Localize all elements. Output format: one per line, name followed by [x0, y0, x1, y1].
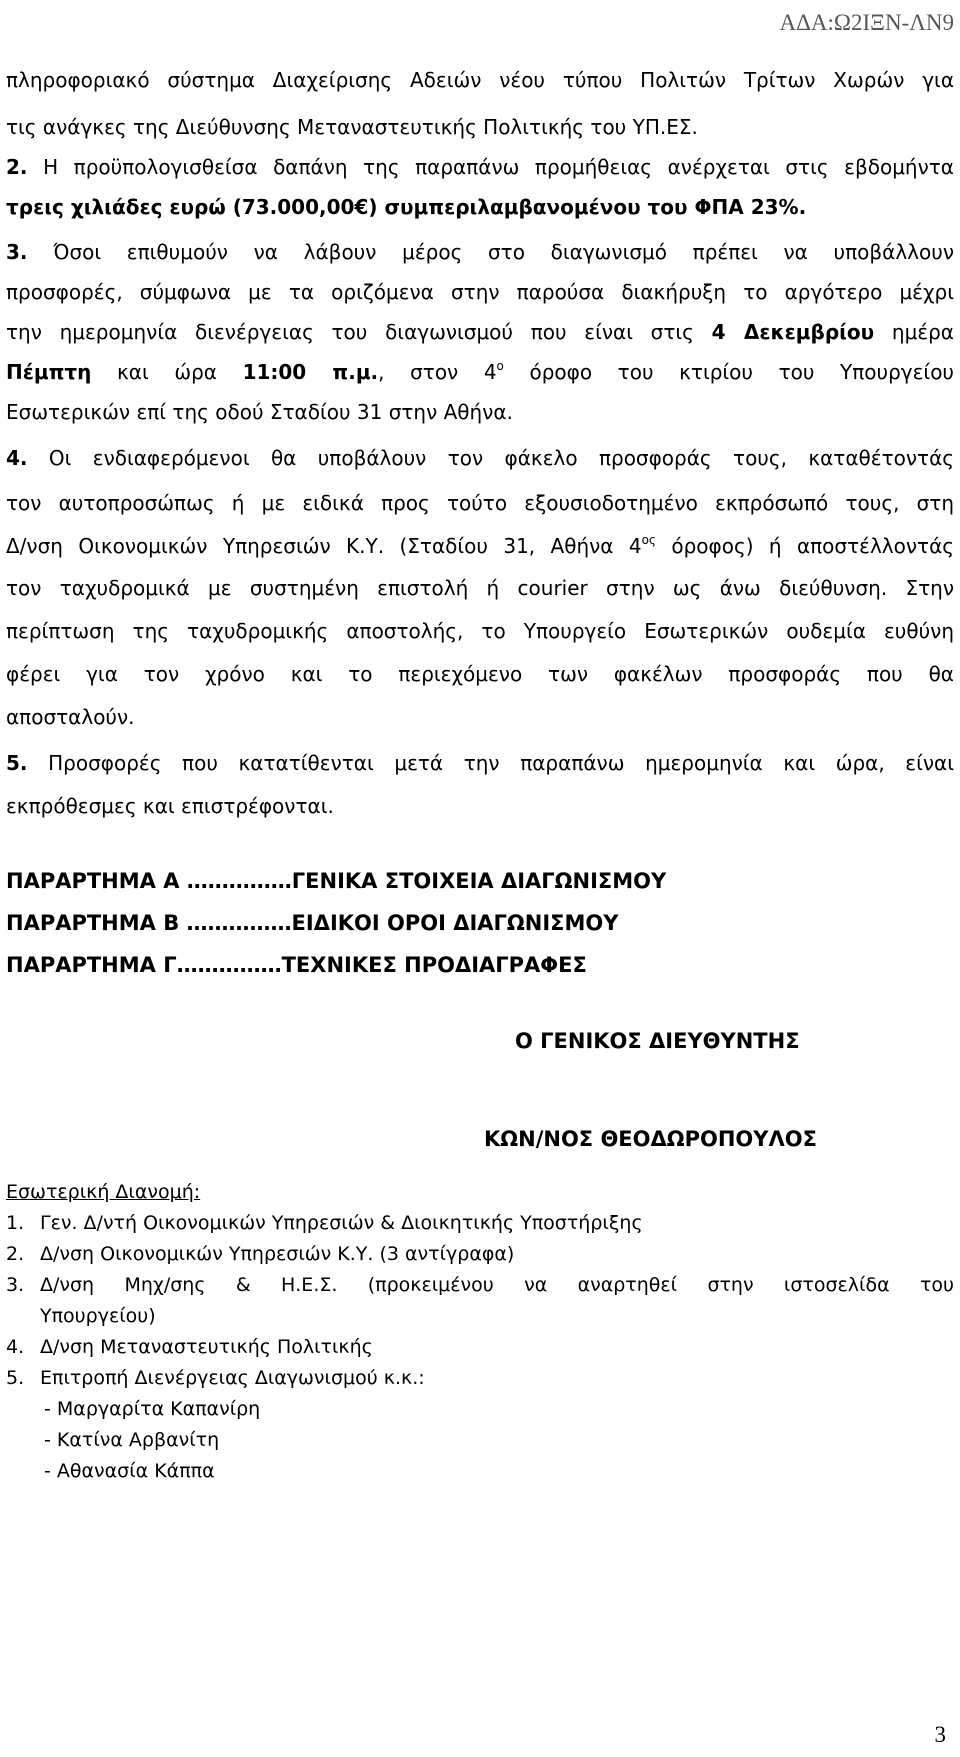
body-line: Εσωτερικών επί της οδού Σταδίου 31 στην Αθήνα.: [6, 400, 513, 424]
body-line-bold: τρεις χιλιάδες ευρώ (73.000,00€) συμπεριλαμβανομένου του ΦΠΑ 23%.: [6, 195, 807, 219]
item-number: 2.: [6, 155, 28, 179]
page-number: 3: [934, 1722, 946, 1747]
body-line: Δ/νση Οικονομικών Υπηρεσιών Κ.Υ. (Σταδίου 31, Αθήνα $4^{o\varsigma}$ όροφος) ή αποστέλλοντάς: [6, 533, 954, 558]
distribution-item: 1. Γεν. Δ/ντή Οικονομικών Υπηρεσιών & Διοικητικής Υποστήριξης: [6, 1212, 643, 1234]
distribution-item-cont: Υπουργείου): [40, 1305, 156, 1327]
distribution-heading: Εσωτερική Διανομή:: [6, 1181, 201, 1203]
distribution-item: 4. Δ/νση Μεταναστευτικής Πολιτικής: [6, 1336, 373, 1358]
committee-member: - Αθανασία Κάππα: [44, 1460, 215, 1482]
body-line: 3. Όσοι επιθυμούν να λάβουν μέρος στο διαγωνισμό πρέπει να υποβάλλουν: [6, 240, 954, 264]
body-line: πληροφοριακό σύστημα Διαχείρισης Αδειών νέου τύπου Πολιτών Τρίτων Χωρών για: [6, 68, 954, 92]
body-line: 5. Προσφορές που κατατίθενται μετά την παραπάνω ημερομηνία και ώρα, είναι: [6, 751, 954, 775]
body-line: 2. Η προϋπολογισθείσα δαπάνη της παραπάνω προμήθειας ανέρχεται στις εβδομήντα: [6, 155, 954, 179]
committee-member: - Κατίνα Αρβανίτη: [44, 1429, 220, 1451]
annex-c: ΠΑΡΑΡΤΗΜΑ Γ……………TΕΧΝΙΚΕΣ ΠΡΟΔΙΑΓΡΑΦΕΣ: [6, 953, 587, 977]
body-line: 4. Οι ενδιαφερόμενοι θα υποβάλουν τον φάκελο προσφοράς τους, καταθέτοντάς: [6, 446, 954, 470]
distribution-item: 5. Επιτροπή Διενέργειας Διαγωνισμού κ.κ.:: [6, 1367, 425, 1389]
body-line: την ημερομηνία διενέργειας του διαγωνισμού που είναι στις 4 Δεκεμβρίου ημέρα: [6, 320, 954, 344]
body-line: αποσταλούν.: [6, 705, 135, 729]
signature-title: Ο ΓΕΝΙΚΟΣ ΔΙΕΥΘΥΝΤΗΣ: [515, 1029, 800, 1053]
distribution-item: Δ/νση Μηχ/σης & Η.Ε.Σ. (προκειμένου να αναρτηθεί στην ιστοσελίδα του: [40, 1274, 954, 1296]
signature-name: ΚΩΝ/ΝΟΣ ΘΕΟΔΩΡΟΠΟΥΛΟΣ: [484, 1127, 817, 1151]
body-line: τον ταχυδρομικά με συστημένη επιστολή ή courier στην ως άνω διεύθυνση. Στην: [6, 576, 954, 600]
body-line: εκπρόθεσμες και επιστρέφονται.: [6, 794, 334, 818]
body-line: Πέμπτη και ώρα 11:00 π.μ., στον $4^o$ όροφο του κτιρίου του Υπουργείου: [6, 359, 954, 384]
distribution-item-number: 3.: [6, 1274, 25, 1296]
ada-code: ΑΔΑ:Ω2ΙΞΝ-ΛΝ9: [779, 10, 954, 35]
annex-b: ΠΑΡΑΡΤΗΜΑ Β ……………ΕΙΔΙΚΟΙ ΟΡΟΙ ΔΙΑΓΩΝΙΣΜΟΥ: [6, 911, 619, 935]
annex-a: ΠΑΡΑΡΤΗΜΑ Α ……………ΓΕΝΙΚΑ ΣΤΟΙΧΕΙΑ ΔΙΑΓΩΝΙΣΜΟΥ: [6, 869, 667, 893]
body-line: τις ανάγκες της Διεύθυνσης Μεταναστευτικής Πολιτικής του ΥΠ.ΕΣ.: [6, 115, 698, 139]
body-line: φέρει για τον χρόνο και το περιεχόμενο των φακέλων προσφοράς που θα: [6, 662, 954, 686]
distribution-item: 2. Δ/νση Οικονομικών Υπηρεσιών Κ.Υ. (3 αντίγραφα): [6, 1243, 515, 1265]
body-line: τον αυτοπροσώπως ή με ειδικά προς τούτο εξουσιοδοτημένο εκπρόσωπό τους, στη: [6, 491, 954, 515]
body-line: προσφορές, σύμφωνα με τα οριζόμενα στην παρούσα διακήρυξη το αργότερο μέχρι: [6, 280, 954, 304]
body-line: περίπτωση της ταχυδρομικής αποστολής, το Υπουργείο Εσωτερικών ουδεμία ευθύνη: [6, 619, 954, 643]
committee-member: - Μαργαρίτα Καπανίρη: [44, 1398, 261, 1420]
